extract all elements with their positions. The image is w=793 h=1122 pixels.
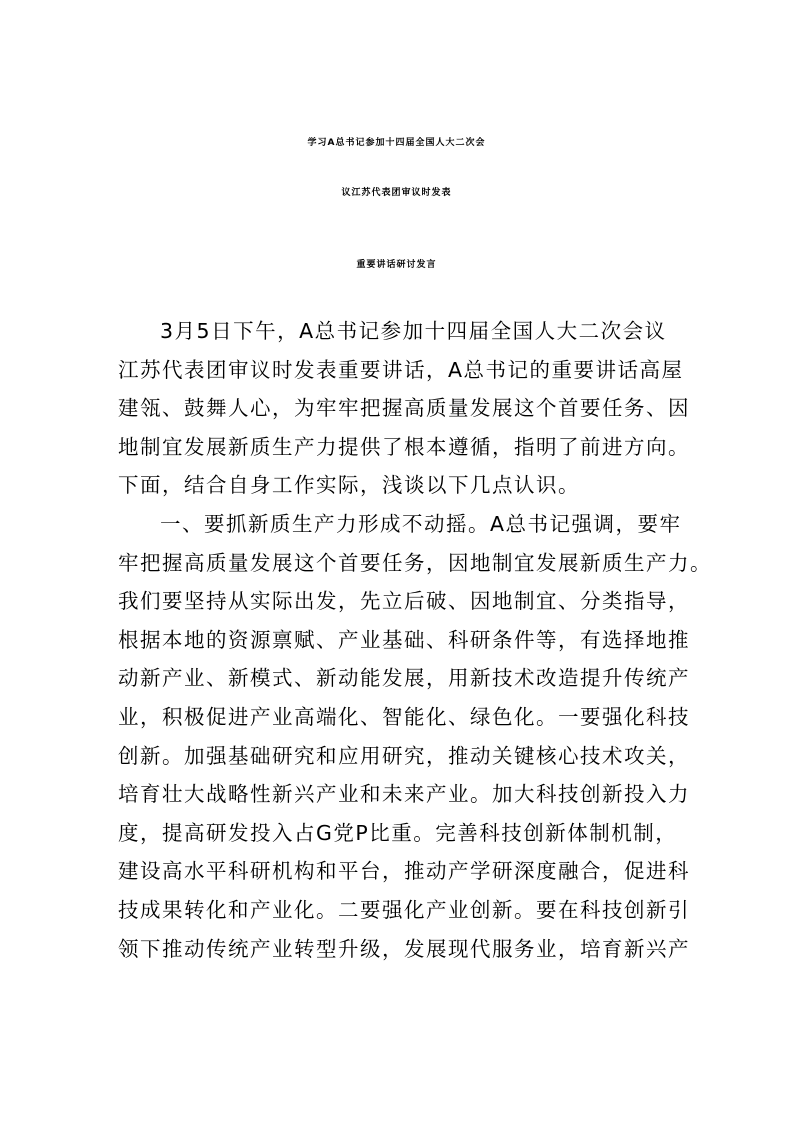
body-line [0,505,793,544]
title-line-2: 议江苏代表团审议时发表 [341,188,452,198]
body-line-text: 度，提高研发投入占G党P比重。完善科技创新体制机制， [118,820,678,845]
body-line [0,428,793,467]
body-line [0,891,793,930]
body-line [0,814,793,853]
body-line-text: 培育壮大战略性新兴产业和未来产业。加大科技创新投入力 [118,782,690,807]
body-line [0,852,793,891]
body-line-text: 一、要抓新质生产力形成不动摇。A总书记强调，要牢 [160,511,682,536]
body-line-text: 业，积极促进产业高端化、智能化、绿色化。一要强化科技 [118,704,690,729]
body-line [0,659,793,698]
body-line [0,544,793,583]
body-line [0,582,793,621]
body-line [0,351,793,390]
body-line-text: 下面，结合自身工作实际，浅谈以下几点认识。 [118,473,580,498]
body-line-text: 领下推动传统产业转型升级，发展现代服务业，培育新兴产 [118,936,690,961]
body-line [0,312,793,351]
body-line-text: 建瓴、鼓舞人心，为牢牢把握高质量发展这个首要任务、因 [118,396,690,421]
body-line-text: 动新产业、新模式、新动能发展，用新技术改造提升传统产 [118,666,690,691]
body-line [0,389,793,428]
title-line-3: 重要讲话研讨发言 [356,260,437,270]
document-title [0,118,793,290]
body-line [0,466,793,505]
body-line-text: 建设高水平科研机构和平台，推动产学研深度融合，促进科 [118,859,690,884]
body-line-text: 地制宜发展新质生产力提供了根本遵循，指明了前进方向。 [118,434,690,459]
body-line-text: 江苏代表团审议时发表重要讲话，A总书记的重要讲话高屋 [118,357,684,382]
body-line-text: 根据本地的资源禀赋、产业基础、科研条件等，有选择地推 [118,627,690,652]
body-line-text: 技成果转化和产业化。二要强化产业创新。要在科技创新引 [118,897,690,922]
body-line [0,698,793,737]
body-line-text: 牢把握高质量发展这个首要任务，因地制宜发展新质生产力。 [118,550,712,575]
body-line-text: 3月5日下午，A总书记参加十四届全国人大二次会议 [160,319,667,343]
body-line [0,775,793,814]
title-line-1: 学习A总书记参加十四届全国人大二次会 [307,138,486,148]
document-body [0,312,793,968]
body-line [0,621,793,660]
body-line [0,930,793,969]
body-line-text: 我们要坚持从实际出发，先立后破、因地制宜、分类指导， [118,589,690,614]
body-line-text: 创新。加强基础研究和应用研究，推动关键核心技术攻关， [118,743,690,768]
body-line [0,737,793,776]
